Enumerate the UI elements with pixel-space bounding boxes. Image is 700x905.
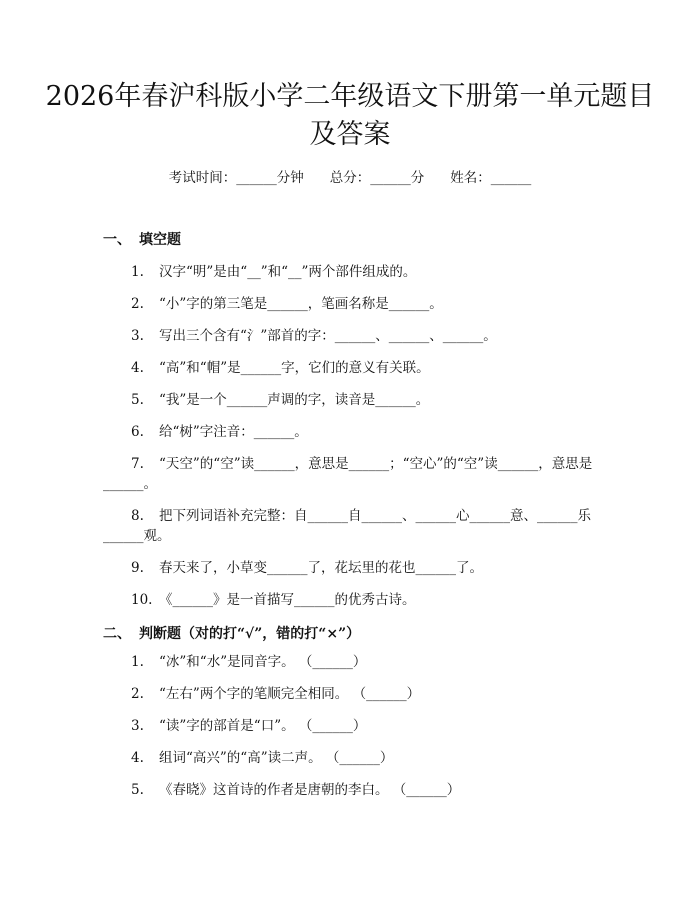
section-heading	[103, 230, 181, 250]
section-title: 判断题（对的打“√”，错的打“×”）	[139, 626, 361, 642]
question-item	[103, 358, 598, 378]
question-item	[103, 684, 598, 704]
question-item	[103, 590, 598, 610]
question-text: 《春晓》这首诗的作者是唐朝的李白。 （______）	[159, 782, 461, 798]
section-heading	[103, 624, 360, 644]
question-number: 10.	[131, 592, 153, 608]
section-number: 二、	[103, 626, 131, 642]
question-number: 7.	[131, 456, 144, 472]
total-score-label: 总分：______分	[329, 170, 425, 186]
question-item	[103, 390, 598, 410]
section-title: 填空题	[139, 232, 181, 248]
question-text: “小”字的第三笔是______，笔画名称是______。	[159, 296, 443, 312]
question-number: 4.	[131, 750, 144, 766]
question-number: 5.	[131, 782, 144, 798]
question-text: “左右”两个字的笔顺完全相同。 （______）	[159, 686, 421, 702]
question-item	[103, 780, 598, 800]
question-item	[103, 748, 598, 768]
question-number: 4.	[131, 360, 144, 376]
question-text: “读”字的部首是“口”。 （______）	[159, 718, 367, 734]
question-item	[103, 326, 598, 346]
question-number: 1.	[131, 264, 144, 280]
student-name-label: 姓名：______	[450, 170, 532, 186]
question-item	[103, 454, 598, 494]
question-number: 3.	[131, 328, 144, 344]
question-text: 写出三个含有“氵”部首的字：______、______、______。	[159, 328, 497, 344]
exam-time-label: 考试时间：______分钟	[168, 170, 304, 186]
question-text: 把下列词语补充完整：自______自______、______心______意、______乐______观。	[103, 508, 591, 544]
question-item	[103, 506, 598, 546]
question-item	[103, 716, 598, 736]
question-item	[103, 422, 598, 442]
document-title: 2026年春沪科版小学二年级语文下册第一单元题目及答案	[45, 81, 655, 150]
question-number: 6.	[131, 424, 144, 440]
question-number: 2.	[131, 686, 144, 702]
question-text: “我”是一个______声调的字，读音是______。	[159, 392, 430, 408]
question-text: 给“树”字注音：______。	[159, 424, 308, 440]
question-text: 组词“高兴”的“高”读二声。 （______）	[159, 750, 394, 766]
question-number: 5.	[131, 392, 144, 408]
question-text: “高”和“帽”是______字，它们的意义有关联。	[159, 360, 430, 376]
question-number: 9.	[131, 560, 144, 576]
question-item	[103, 558, 598, 578]
question-text: 《______》是一首描写______的优秀古诗。	[159, 592, 416, 608]
question-number: 3.	[131, 718, 144, 734]
exam-meta	[0, 168, 700, 188]
question-item	[103, 294, 598, 314]
question-number: 1.	[131, 654, 144, 670]
section-number: 一、	[103, 232, 131, 248]
question-text: 汉字“明”是由“__”和“__”两个部件组成的。	[159, 264, 417, 280]
question-number: 8.	[131, 508, 144, 524]
question-text: 春天来了，小草变______了，花坛里的花也______了。	[159, 560, 483, 576]
question-number: 2.	[131, 296, 144, 312]
question-text: “天空”的“空”读______，意思是______；“空心”的“空”读______，意思是______。	[103, 456, 593, 492]
question-text: “冰”和“水”是同音字。 （______）	[159, 654, 367, 670]
question-item	[103, 262, 598, 282]
question-item	[103, 652, 598, 672]
